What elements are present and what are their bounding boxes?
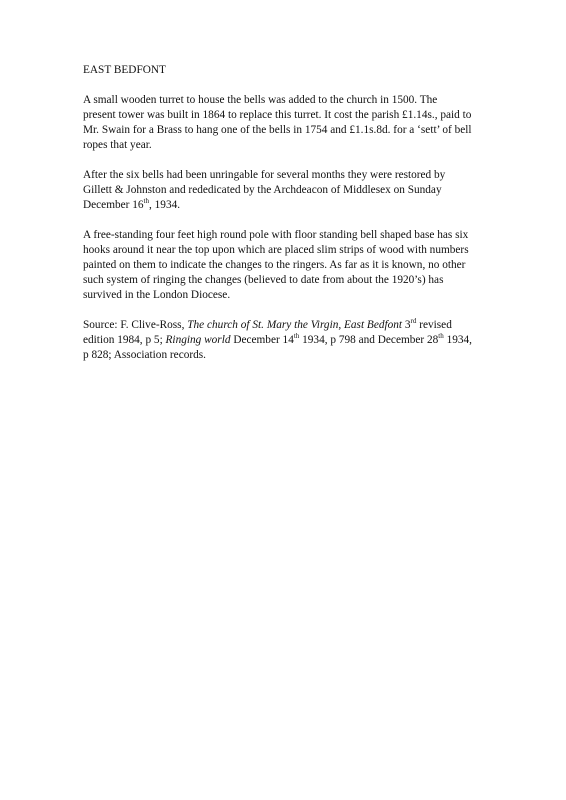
paragraph-restoration-text: After the six bells had been unringable for several months they were restored by Gillett & Johnston and rededicated by the Archdeacon of Middlesex on Sunday December 16: [83, 169, 446, 211]
ordinal-suffix: th: [143, 197, 149, 206]
ordinal-suffix: rd: [410, 317, 417, 326]
source-prefix: Source: F. Clive-Ross,: [83, 319, 188, 331]
paragraph-restoration: [83, 168, 493, 213]
source-journal-title: Ringing world: [165, 334, 231, 346]
ordinal-suffix: th: [438, 332, 444, 341]
source-book-title: The church of St. Mary the Virgin, East Bedfont: [187, 319, 403, 331]
source-date-1: December 14: [230, 334, 294, 346]
paragraph-restoration-end: , 1934.: [149, 199, 181, 211]
document-page: [83, 63, 493, 363]
source-edition-number: 3: [402, 319, 411, 331]
source-date-2-rest: 1934, p 828; Association records.: [83, 334, 472, 361]
paragraph-ringing-pole: A free-standing four feet high round pole with floor standing bell shaped base has six hooks around it near the top upon which are placed slim strips of wood with numbers painted on them to indicate the changes to the ringers. As far as it is known, no other such system of ringing the changes (believed to date from about the 1920’s) has survived in the London Diocese.: [83, 229, 469, 301]
source-date-1-rest: 1934, p 798 and December 28: [299, 334, 439, 346]
ordinal-suffix: th: [293, 332, 300, 341]
source-edition-rest: revised edition 1984, p 5;: [83, 319, 452, 346]
paragraph-history: A small wooden turret to house the bells was added to the church in 1500. The present tower was built in 1864 to replace this turret. It cost the parish £1.14s., paid to Mr. Swain for a Brass to hang one of the bells in 1754 and £1.1s.8d. for a ‘sett’ of bell ropes that year.: [83, 94, 472, 151]
source-citation: [83, 318, 493, 363]
document-title: EAST BEDFONT: [83, 64, 166, 76]
